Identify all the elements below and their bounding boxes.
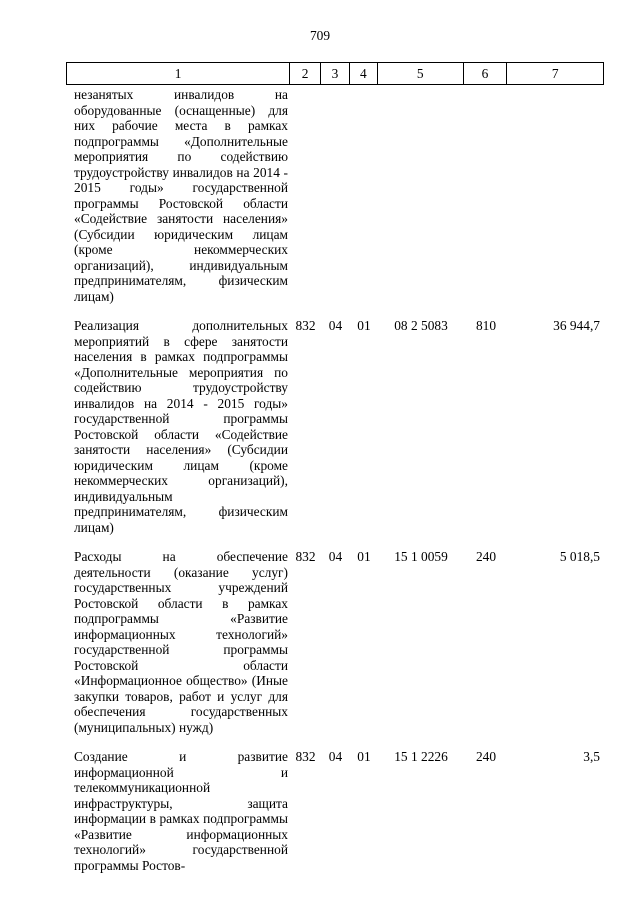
row-description: Расходы на обеспечение деятельности (оказание услуг) государственных учреждений Ростовской области в рамках подпрограммы «Развитие информационных технологий» государственной программы Ростовской области «Информационное общество» (Иные закупки товаров, работ и услуг для обеспечения государственных (муниципальных) нужд)	[74, 549, 288, 735]
cell-col-2	[290, 87, 321, 304]
cell-col-6	[464, 87, 508, 304]
cell-col-4	[350, 87, 378, 304]
cell-col-3: 04	[328, 549, 343, 564]
column-header-7: 7	[551, 65, 559, 81]
cell-col-7: 5 018,5	[559, 549, 600, 564]
cell-col-7: 3,5	[583, 749, 600, 764]
cell-col-4: 01	[357, 549, 371, 564]
table-row	[66, 318, 604, 535]
cell-col-4: 01	[357, 318, 371, 333]
page-number: 709	[309, 28, 331, 43]
cell-col-3: 04	[328, 318, 343, 333]
cell-col-5: 15 1 2226	[394, 749, 448, 764]
cell-col-2: 832	[295, 318, 316, 333]
column-header-6: 6	[464, 63, 508, 84]
cell-col-6: 240	[475, 549, 497, 564]
cell-col-2: 832	[295, 749, 316, 764]
table-row	[66, 549, 604, 735]
column-header-5: 5	[378, 63, 464, 84]
cell-col-7	[508, 87, 604, 304]
row-description: незанятых инвалидов на оборудованные (оснащенные) для них рабочие места в рамках подпрограммы «Дополнительные мероприятия по содействию трудоустройству инвалидов на 2014 - 2015 годы» государственной программы Ростовской области «Содействие занятости населения» (Субсидии юридическим лицам (кроме некоммерческих организаций), индивидуальным предпринимателям, физическим лицам)	[74, 87, 288, 304]
cell-col-2: 832	[295, 549, 316, 564]
table-row	[66, 749, 604, 873]
cell-col-3: 04	[328, 749, 343, 764]
row-description: Реализация дополнительных мероприятий в сфере занятости населения в рамках подпрограммы «Дополнительные мероприятия по содействию трудоустройству инвалидов на 2014 - 2015 годы» государственной программы Ростовской области «Содействие занятости населения» (Субсидии юридическим лицам (кроме некоммерческих организаций), индивидуальным предпринимателям, физическим лицам)	[74, 318, 288, 535]
cell-col-7: 36 944,7	[553, 318, 600, 333]
cell-col-5	[378, 87, 464, 304]
column-header-2: 2	[290, 63, 321, 84]
cell-col-6: 240	[475, 749, 497, 764]
cell-col-6: 810	[475, 318, 497, 333]
table-row	[66, 87, 604, 304]
cell-col-5: 15 1 0059	[394, 549, 448, 564]
column-header-3: 3	[321, 63, 350, 84]
table-header-row	[66, 62, 604, 85]
cell-col-3	[321, 87, 350, 304]
cell-col-4: 01	[357, 749, 371, 764]
cell-col-5: 08 2 5083	[394, 318, 448, 333]
column-header-1: 1	[67, 63, 290, 84]
column-header-4: 4	[350, 63, 378, 84]
row-description: Создание и развитие информационной и телекоммуникационной инфраструктуры, защита информации в рамках подпрограммы «Развитие информационных технологий» государственной программы Ростов-	[74, 749, 288, 873]
budget-table	[66, 62, 604, 873]
